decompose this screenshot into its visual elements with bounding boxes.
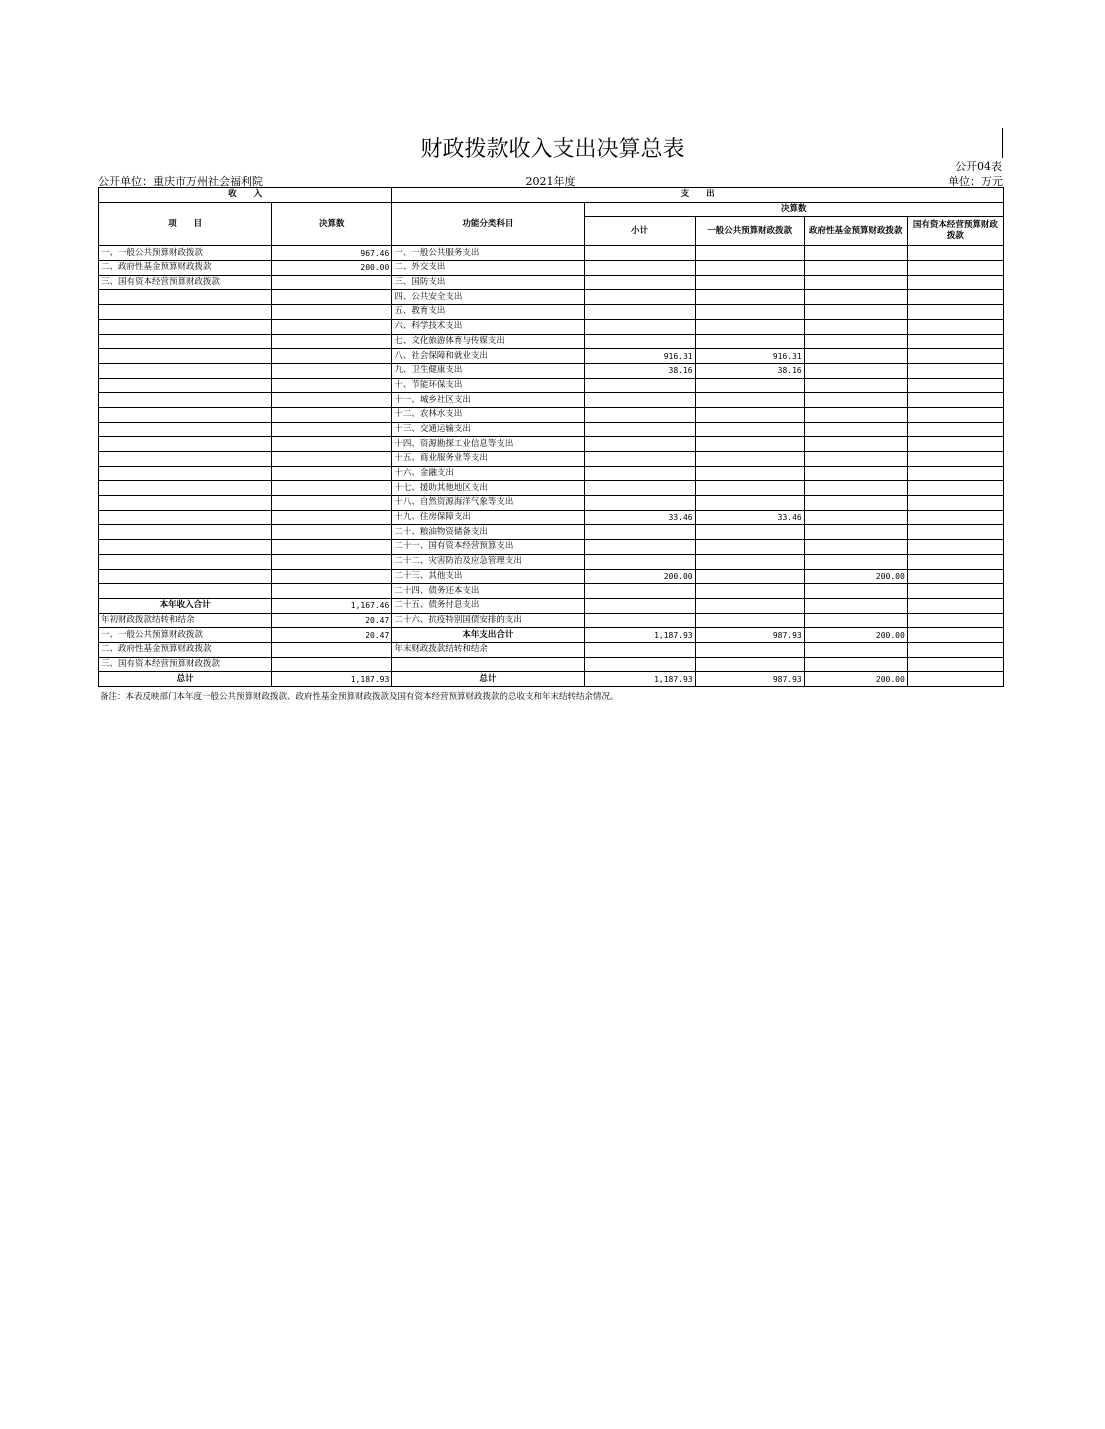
income-item-cell (99, 349, 272, 364)
item-header: 项 目 (99, 202, 272, 246)
gov-fund-cell (804, 642, 907, 657)
divider (1002, 128, 1003, 158)
table-row (99, 349, 1004, 364)
expense-item-cell: 二十五、债务付息支出 (392, 598, 584, 613)
income-item-cell: 总计 (99, 672, 272, 687)
general-cell: 987.93 (695, 628, 804, 643)
general-cell (695, 569, 804, 584)
table-row (99, 437, 1004, 452)
general-cell (695, 437, 804, 452)
income-item-cell: 本年收入合计 (99, 598, 272, 613)
state-capital-cell (907, 642, 1003, 657)
expense-item-cell: 二、外交支出 (392, 261, 584, 276)
gov-fund-cell (804, 305, 907, 320)
general-cell (695, 319, 804, 334)
gov-fund-cell (804, 481, 907, 496)
income-amount-cell (272, 540, 392, 555)
income-amount-cell: 1,187.93 (272, 672, 392, 687)
income-amount-cell (272, 569, 392, 584)
gov-fund-cell (804, 584, 907, 599)
expense-item-cell: 二十六、抗疫特别国债安排的支出 (392, 613, 584, 628)
income-amount-cell (272, 290, 392, 305)
general-cell (695, 554, 804, 569)
general-cell (695, 525, 804, 540)
gov-fund-cell (804, 393, 907, 408)
income-item-cell (99, 437, 272, 452)
header-row-2 (99, 202, 1004, 217)
state-capital-cell (907, 407, 1003, 422)
gov-fund-cell (804, 598, 907, 613)
income-amount-cell (272, 452, 392, 467)
income-item-cell: 三、国有资本经营预算财政拨款 (99, 275, 272, 290)
state-capital-cell (907, 378, 1003, 393)
subtotal-cell (584, 525, 695, 540)
state-capital-cell (907, 657, 1003, 672)
general-cell (695, 584, 804, 599)
general-cell (695, 481, 804, 496)
subtotal-cell (584, 554, 695, 569)
gov-fund-cell (804, 261, 907, 276)
state-capital-cell (907, 569, 1003, 584)
table-row (99, 305, 1004, 320)
gov-fund-cell (804, 290, 907, 305)
expense-item-cell: 十九、住房保障支出 (392, 510, 584, 525)
table-row (99, 613, 1004, 628)
expense-item-cell: 六、科学技术支出 (392, 319, 584, 334)
unit-name: 公开单位：重庆市万州社会福利院 (98, 175, 263, 188)
subtotal-cell (584, 613, 695, 628)
income-item-cell (99, 466, 272, 481)
income-item-cell: 二、政府性基金预算财政拨款 (99, 261, 272, 276)
income-item-cell (99, 319, 272, 334)
gov-fund-cell (804, 437, 907, 452)
state-capital-cell (907, 510, 1003, 525)
gov-fund-cell (804, 334, 907, 349)
table-row (99, 584, 1004, 599)
amount-header: 决算数 (272, 202, 392, 246)
state-capital-cell (907, 613, 1003, 628)
fiscal-table (98, 187, 1004, 687)
state-capital-cell (907, 275, 1003, 290)
income-item-cell: 一、一般公共预算财政拨款 (99, 246, 272, 261)
income-amount-cell (272, 378, 392, 393)
expense-item-cell: 四、公共安全支出 (392, 290, 584, 305)
table-row (99, 407, 1004, 422)
gov-fund-cell (804, 407, 907, 422)
state-capital-cell (907, 290, 1003, 305)
income-amount-cell (272, 363, 392, 378)
table-row (99, 378, 1004, 393)
state-capital-cell (907, 452, 1003, 467)
final-header: 决算数 (584, 202, 1004, 217)
subtotal-cell (584, 319, 695, 334)
subtotal-cell (584, 584, 695, 599)
income-item-cell (99, 393, 272, 408)
state-capital-cell (907, 554, 1003, 569)
expense-item-cell: 二十三、其他支出 (392, 569, 584, 584)
table-row (99, 540, 1004, 555)
income-amount-cell: 20.47 (272, 613, 392, 628)
subtotal-header: 小计 (584, 217, 695, 246)
expense-item-cell: 十、节能环保支出 (392, 378, 584, 393)
subtotal-cell (584, 334, 695, 349)
subtotal-cell (584, 290, 695, 305)
income-item-cell (99, 481, 272, 496)
gov-fund-cell (804, 378, 907, 393)
gov-fund-cell (804, 510, 907, 525)
expense-item-cell: 十一、城乡社区支出 (392, 393, 584, 408)
income-item-cell: 一、一般公共预算财政拨款 (99, 628, 272, 643)
expense-item-cell: 十二、农林水支出 (392, 407, 584, 422)
income-item-cell (99, 525, 272, 540)
expense-item-cell: 八、社会保障和就业支出 (392, 349, 584, 364)
general-cell (695, 334, 804, 349)
income-amount-cell (272, 525, 392, 540)
subtotal-cell (584, 246, 695, 261)
gov-fund-cell: 200.00 (804, 628, 907, 643)
general-cell (695, 422, 804, 437)
income-item-cell (99, 452, 272, 467)
income-header: 收 入 (99, 188, 392, 203)
income-item-cell: 二、政府性基金预算财政拨款 (99, 642, 272, 657)
state-capital-cell (907, 422, 1003, 437)
table-row (99, 275, 1004, 290)
expense-item-cell: 十三、交通运输支出 (392, 422, 584, 437)
state-capital-cell (907, 437, 1003, 452)
table-row (99, 261, 1004, 276)
state-capital-cell (907, 525, 1003, 540)
state-capital-cell (907, 672, 1003, 687)
table-row (99, 319, 1004, 334)
state-capital-cell (907, 598, 1003, 613)
subtotal-cell (584, 642, 695, 657)
gov-fund-cell (804, 452, 907, 467)
subtotal-cell: 38.16 (584, 363, 695, 378)
footnote: 备注：本表反映部门本年度一般公共预算财政拨款、政府性基金预算财政拨款及国有资本经营预算财政拨款的总收支和年末结转结余情况。 (100, 692, 619, 702)
subtotal-cell (584, 657, 695, 672)
general-header: 一般公共预算财政拨款 (695, 217, 804, 246)
subtotal-cell: 200.00 (584, 569, 695, 584)
gov-fund-cell (804, 496, 907, 511)
state-capital-cell (907, 481, 1003, 496)
gov-fund-cell (804, 466, 907, 481)
page-title: 财政拨款收入支出决算总表 (420, 137, 685, 162)
subtotal-cell (584, 496, 695, 511)
income-item-cell (99, 363, 272, 378)
gov-fund-cell (804, 246, 907, 261)
table-row (99, 657, 1004, 672)
income-item-cell (99, 554, 272, 569)
state-capital-header: 国有资本经营预算财政拨款 (907, 217, 1003, 246)
gov-fund-cell (804, 319, 907, 334)
subtotal-cell: 33.46 (584, 510, 695, 525)
income-amount-cell (272, 275, 392, 290)
state-capital-cell (907, 334, 1003, 349)
table-row (99, 481, 1004, 496)
subtotal-cell (584, 393, 695, 408)
func-category-header: 功能分类科目 (392, 202, 584, 246)
income-amount-cell (272, 437, 392, 452)
gov-fund-cell (804, 657, 907, 672)
general-cell (695, 496, 804, 511)
income-amount-cell: 1,167.46 (272, 598, 392, 613)
income-amount-cell (272, 422, 392, 437)
state-capital-cell (907, 349, 1003, 364)
report-year: 2021年度 (525, 175, 576, 188)
subtotal-cell (584, 261, 695, 276)
expense-item-cell: 二十四、债务还本支出 (392, 584, 584, 599)
expense-item-cell: 十四、资源勘探工业信息等支出 (392, 437, 584, 452)
income-amount-cell (272, 642, 392, 657)
table-row (99, 334, 1004, 349)
header-info-line (98, 173, 1003, 187)
table-row (99, 496, 1004, 511)
expense-item-cell: 九、卫生健康支出 (392, 363, 584, 378)
expense-item-cell: 二十二、灾害防治及应急管理支出 (392, 554, 584, 569)
general-cell: 916.31 (695, 349, 804, 364)
income-item-cell (99, 305, 272, 320)
expense-item-cell: 总计 (392, 672, 584, 687)
state-capital-cell (907, 261, 1003, 276)
subtotal-cell (584, 407, 695, 422)
state-capital-cell (907, 319, 1003, 334)
income-amount-cell (272, 305, 392, 320)
general-cell (695, 657, 804, 672)
expense-item-cell: 本年支出合计 (392, 628, 584, 643)
gov-fund-cell (804, 554, 907, 569)
table-row (99, 569, 1004, 584)
expense-item-cell (392, 657, 584, 672)
income-amount-cell (272, 510, 392, 525)
subtotal-cell (584, 437, 695, 452)
income-item-cell (99, 334, 272, 349)
table-row (99, 598, 1004, 613)
gov-fund-cell (804, 275, 907, 290)
general-cell (695, 393, 804, 408)
table-row (99, 466, 1004, 481)
table-row (99, 554, 1004, 569)
subtotal-cell: 1,187.93 (584, 628, 695, 643)
state-capital-cell (907, 540, 1003, 555)
general-cell: 38.16 (695, 363, 804, 378)
income-amount-cell: 200.00 (272, 261, 392, 276)
state-capital-cell (907, 584, 1003, 599)
subtotal-cell (584, 481, 695, 496)
state-capital-cell (907, 305, 1003, 320)
header-row-1 (99, 188, 1004, 203)
general-cell (695, 261, 804, 276)
general-cell (695, 290, 804, 305)
general-cell (695, 598, 804, 613)
income-amount-cell (272, 554, 392, 569)
income-item-cell (99, 540, 272, 555)
expense-header: 支 出 (392, 188, 1004, 203)
gov-fund-cell (804, 525, 907, 540)
table-row (99, 363, 1004, 378)
income-amount-cell: 20.47 (272, 628, 392, 643)
expense-item-cell: 年末财政拨款结转和结余 (392, 642, 584, 657)
table-row (99, 525, 1004, 540)
table-row (99, 393, 1004, 408)
table-row (99, 452, 1004, 467)
expense-item-cell: 五、教育支出 (392, 305, 584, 320)
general-cell (695, 305, 804, 320)
table-row (99, 246, 1004, 261)
income-amount-cell (272, 334, 392, 349)
income-amount-cell (272, 657, 392, 672)
income-amount-cell (272, 584, 392, 599)
expense-item-cell: 十五、商业服务业等支出 (392, 452, 584, 467)
general-cell: 33.46 (695, 510, 804, 525)
income-item-cell (99, 422, 272, 437)
income-amount-cell (272, 496, 392, 511)
subtotal-cell (584, 466, 695, 481)
income-item-cell (99, 378, 272, 393)
state-capital-cell (907, 496, 1003, 511)
expense-item-cell: 十七、援助其他地区支出 (392, 481, 584, 496)
table-row (99, 628, 1004, 643)
expense-item-cell: 一、一般公共服务支出 (392, 246, 584, 261)
income-amount-cell (272, 407, 392, 422)
general-cell: 987.93 (695, 672, 804, 687)
table-row (99, 672, 1004, 687)
currency-unit: 单位：万元 (948, 175, 1003, 188)
state-capital-cell (907, 466, 1003, 481)
state-capital-cell (907, 246, 1003, 261)
general-cell (695, 613, 804, 628)
income-item-cell (99, 569, 272, 584)
subtotal-cell (584, 305, 695, 320)
income-item-cell (99, 407, 272, 422)
gov-fund-cell (804, 613, 907, 628)
state-capital-cell (907, 363, 1003, 378)
general-cell (695, 466, 804, 481)
table-row (99, 642, 1004, 657)
gov-fund-cell (804, 422, 907, 437)
expense-item-cell: 十六、金融支出 (392, 466, 584, 481)
state-capital-cell (907, 393, 1003, 408)
subtotal-cell (584, 422, 695, 437)
income-item-cell (99, 496, 272, 511)
general-cell (695, 452, 804, 467)
state-capital-cell (907, 628, 1003, 643)
general-cell (695, 275, 804, 290)
table-row (99, 290, 1004, 305)
general-cell (695, 246, 804, 261)
subtotal-cell: 916.31 (584, 349, 695, 364)
gov-fund-cell (804, 349, 907, 364)
income-item-cell (99, 290, 272, 305)
general-cell (695, 642, 804, 657)
table-row (99, 422, 1004, 437)
general-cell (695, 540, 804, 555)
income-amount-cell (272, 466, 392, 481)
income-item-cell (99, 584, 272, 599)
gov-fund-cell (804, 540, 907, 555)
form-code: 公开04表 (955, 160, 1002, 173)
gov-fund-cell (804, 363, 907, 378)
general-cell (695, 407, 804, 422)
subtotal-cell: 1,187.93 (584, 672, 695, 687)
subtotal-cell (584, 540, 695, 555)
expense-item-cell: 二十、粮油物资储备支出 (392, 525, 584, 540)
gov-fund-cell: 200.00 (804, 569, 907, 584)
subtotal-cell (584, 378, 695, 393)
income-amount-cell (272, 393, 392, 408)
expense-item-cell: 十八、自然资源海洋气象等支出 (392, 496, 584, 511)
income-amount-cell (272, 319, 392, 334)
gov-fund-cell: 200.00 (804, 672, 907, 687)
general-cell (695, 378, 804, 393)
subtotal-cell (584, 598, 695, 613)
subtotal-cell (584, 275, 695, 290)
expense-item-cell: 三、国防支出 (392, 275, 584, 290)
income-item-cell: 年初财政拨款结转和结余 (99, 613, 272, 628)
income-item-cell (99, 510, 272, 525)
expense-item-cell: 七、文化旅游体育与传媒支出 (392, 334, 584, 349)
table-row (99, 510, 1004, 525)
income-item-cell: 三、国有资本经营预算财政拨款 (99, 657, 272, 672)
income-amount-cell (272, 349, 392, 364)
subtotal-cell (584, 452, 695, 467)
income-amount-cell (272, 481, 392, 496)
expense-item-cell: 二十一、国有资本经营预算支出 (392, 540, 584, 555)
gov-fund-header: 政府性基金预算财政拨款 (804, 217, 907, 246)
income-amount-cell: 967.46 (272, 246, 392, 261)
